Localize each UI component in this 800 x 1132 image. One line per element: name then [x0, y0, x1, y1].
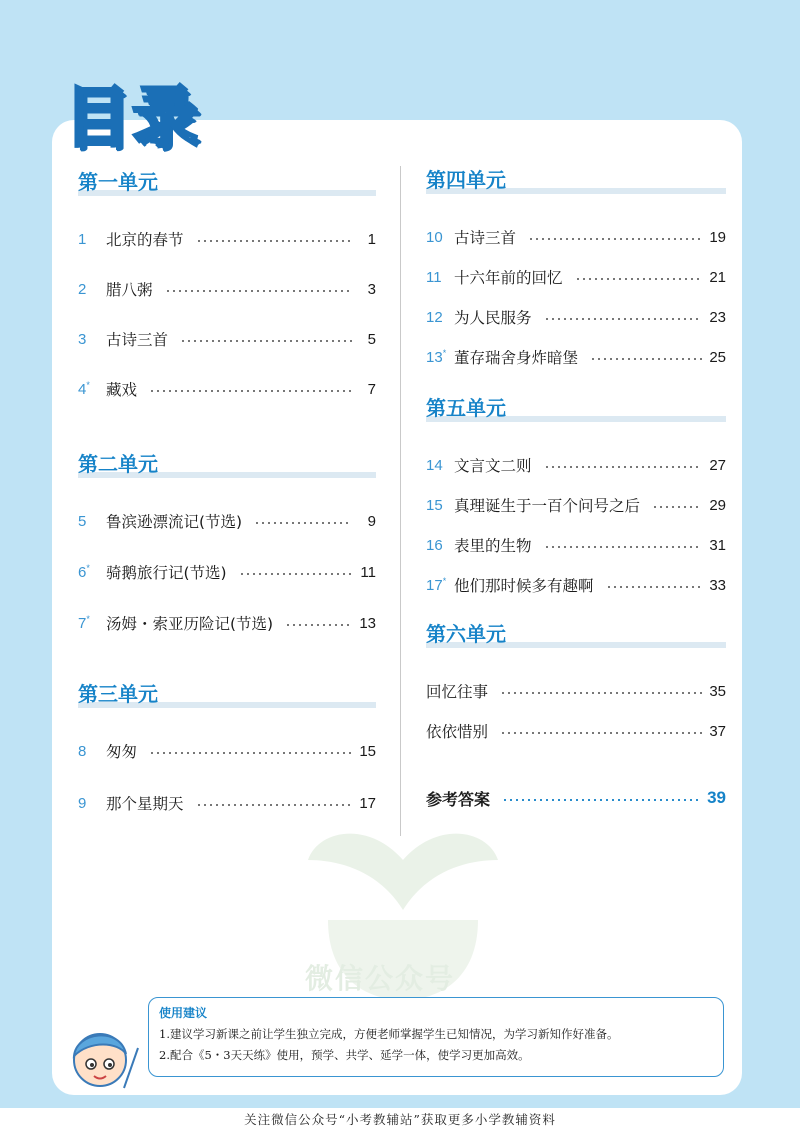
- page-number: 19: [709, 228, 726, 246]
- page-number: 31: [709, 536, 726, 554]
- toc-entry[interactable]: [426, 346, 726, 368]
- toc-entry[interactable]: [426, 534, 726, 556]
- toc-entry[interactable]: [78, 612, 376, 634]
- lesson-title: 为人民服务: [454, 309, 532, 327]
- leader-dots: [500, 692, 702, 694]
- lesson-number: [78, 795, 106, 812]
- unit-heading-text: 第五单元: [426, 396, 506, 420]
- toc-entry[interactable]: [426, 494, 726, 516]
- toc-entry[interactable]: [426, 306, 726, 328]
- unit-heading: [78, 448, 376, 481]
- lesson-title: 藏戏: [106, 381, 138, 399]
- lesson-title: 文言文二则: [454, 457, 532, 475]
- toc-entry[interactable]: [426, 680, 726, 702]
- lesson-number-text: 1: [78, 230, 87, 248]
- leader-dots: [500, 732, 702, 734]
- unit-heading: [426, 164, 726, 197]
- lesson-number: [426, 576, 454, 594]
- lesson-title: 真理诞生于一百个问号之后: [454, 497, 641, 515]
- lesson-number-text: 2: [78, 280, 87, 298]
- page-number: 21: [709, 268, 726, 286]
- toc-entry[interactable]: [78, 792, 376, 814]
- usage-tips-box: [148, 997, 724, 1077]
- lesson-title: 参考答案: [426, 789, 491, 809]
- watermark-text: 微信公众号: [305, 962, 456, 995]
- tips-line-2: 2.配合《5・3天天练》使用，预学、共学、延学一体，使学习更加高效。: [159, 1048, 530, 1062]
- lesson-number-text: 12: [426, 308, 443, 326]
- toc-entry[interactable]: [78, 510, 376, 532]
- page-number: 25: [709, 348, 726, 366]
- lesson-number: [426, 348, 454, 366]
- lesson-title: 依依惜别: [426, 723, 489, 741]
- lesson-title: 董存瑞舍身炸暗堡: [454, 349, 579, 367]
- page-number: 23: [709, 308, 726, 326]
- page-number: 35: [709, 682, 726, 700]
- toc-entry[interactable]: [78, 328, 376, 350]
- lesson-number: [78, 614, 106, 632]
- toc-entry[interactable]: [426, 454, 726, 476]
- lesson-number: [426, 497, 454, 514]
- leader-dots: [196, 240, 352, 242]
- lesson-number-text: 7: [78, 615, 87, 632]
- page-number: 1: [367, 230, 376, 248]
- leader-dots: [180, 340, 352, 342]
- toc-entry[interactable]: [78, 278, 376, 300]
- page-number: 39: [707, 788, 726, 807]
- page-number: 7: [367, 380, 376, 398]
- lesson-title: 古诗三首: [106, 331, 169, 349]
- unit-heading: [426, 392, 726, 425]
- lesson-number: [426, 269, 454, 286]
- lesson-title: 回忆往事: [426, 683, 489, 701]
- unit-heading-text: 第六单元: [426, 622, 506, 646]
- lesson-title: 腊八粥: [106, 281, 153, 299]
- toc-entry[interactable]: [426, 574, 726, 596]
- unit-heading: [426, 618, 726, 651]
- lesson-number: [78, 331, 106, 348]
- lesson-title: 他们那时候多有趣啊: [454, 577, 594, 595]
- column-divider: [400, 166, 401, 836]
- lesson-number: [426, 309, 454, 326]
- cartoon-child-icon: [60, 1018, 140, 1103]
- lesson-title: 鲁滨逊漂流记(节选): [106, 513, 243, 531]
- elective-mark: *: [86, 380, 90, 390]
- lesson-number: [78, 563, 106, 581]
- lesson-number-text: 6: [78, 564, 87, 581]
- lesson-number: [426, 537, 454, 554]
- elective-mark: *: [86, 563, 90, 573]
- elective-mark: *: [442, 576, 447, 586]
- tips-title: 使用建议: [159, 1006, 208, 1020]
- lesson-number-text: 17: [426, 577, 443, 594]
- lesson-number-text: 3: [78, 330, 87, 348]
- lesson-title: 那个星期天: [106, 795, 184, 813]
- page-number: 27: [709, 456, 726, 474]
- page-number: 37: [709, 722, 726, 740]
- lesson-number-text: 5: [78, 512, 87, 530]
- unit-heading-text: 第一单元: [78, 170, 158, 194]
- lesson-title: 十六年前的回忆: [454, 269, 563, 287]
- page-number: 15: [359, 742, 376, 760]
- elective-mark: *: [442, 348, 447, 358]
- page-number: 29: [709, 496, 726, 514]
- page-number: 13: [359, 614, 376, 632]
- page-number: 5: [367, 330, 376, 348]
- leader-dots: [590, 358, 702, 360]
- unit-heading-text: 第三单元: [78, 682, 158, 706]
- lesson-number: [78, 281, 106, 298]
- lesson-number-text: 11: [426, 268, 442, 286]
- lesson-number: [426, 457, 454, 474]
- leader-dots: [196, 804, 352, 806]
- toc-entry[interactable]: [78, 740, 376, 762]
- leader-dots: [285, 624, 352, 626]
- lesson-number-text: 9: [78, 794, 87, 812]
- lesson-title: 北京的春节: [106, 231, 184, 249]
- page-number: 17: [359, 794, 376, 812]
- elective-mark: *: [86, 614, 90, 624]
- lesson-number-text: 13: [426, 349, 443, 366]
- lesson-title: 汤姆・索亚历险记(节选): [106, 615, 274, 633]
- lesson-title: 古诗三首: [454, 229, 517, 247]
- lesson-title: 骑鹅旅行记(节选): [106, 564, 227, 582]
- lesson-number-text: 14: [426, 456, 443, 474]
- page-number: 11: [360, 563, 376, 581]
- unit-heading-text: 第二单元: [78, 452, 158, 476]
- page-title: 目录: [64, 79, 200, 156]
- leader-dots: [544, 318, 702, 320]
- leader-dots: [149, 390, 352, 392]
- page-number: 33: [709, 576, 726, 594]
- leader-dots: [575, 278, 702, 280]
- lesson-number-text: 4: [78, 381, 87, 398]
- lesson-number: [78, 513, 106, 530]
- lesson-number-text: 8: [78, 742, 87, 760]
- leader-dots: [165, 290, 352, 292]
- tips-line-1: 1.建议学习新课之前让学生独立完成，方便老师掌握学生已知情况，为学习新知作好准备。: [159, 1027, 619, 1041]
- lesson-number: [426, 229, 454, 246]
- lesson-number-text: 16: [426, 536, 443, 554]
- leader-dots: [254, 522, 352, 524]
- lesson-number-text: 15: [426, 496, 443, 514]
- leader-dots: [544, 466, 702, 468]
- toc-entry[interactable]: [426, 226, 726, 248]
- leader-dots: [544, 546, 702, 548]
- lesson-title: 匆匆: [106, 743, 138, 761]
- leader-dots: [149, 752, 352, 754]
- leader-dots: [502, 799, 701, 801]
- leader-dots: [528, 238, 702, 240]
- unit-heading: [78, 678, 376, 711]
- unit-heading: [78, 166, 376, 199]
- lesson-title: 表里的生物: [454, 537, 532, 555]
- leader-dots: [606, 586, 702, 588]
- unit-heading-text: 第四单元: [426, 168, 506, 192]
- lesson-number: [78, 231, 106, 248]
- toc-entry[interactable]: [78, 228, 376, 250]
- lesson-number: [78, 743, 106, 760]
- toc-entry[interactable]: [426, 266, 726, 288]
- footer-note: 关注微信公众号“小考教辅站”获取更多小学教辅资料: [244, 1112, 556, 1127]
- leader-dots: [239, 573, 352, 575]
- toc-entry[interactable]: [426, 787, 726, 809]
- toc-entry[interactable]: [426, 720, 726, 742]
- lesson-number: [78, 380, 106, 398]
- toc-entry[interactable]: [78, 561, 376, 583]
- page-number: 3: [367, 280, 376, 298]
- page-number: 9: [367, 512, 376, 530]
- leader-dots: [652, 506, 702, 508]
- toc-entry[interactable]: [78, 378, 376, 400]
- lesson-number-text: 10: [426, 228, 443, 246]
